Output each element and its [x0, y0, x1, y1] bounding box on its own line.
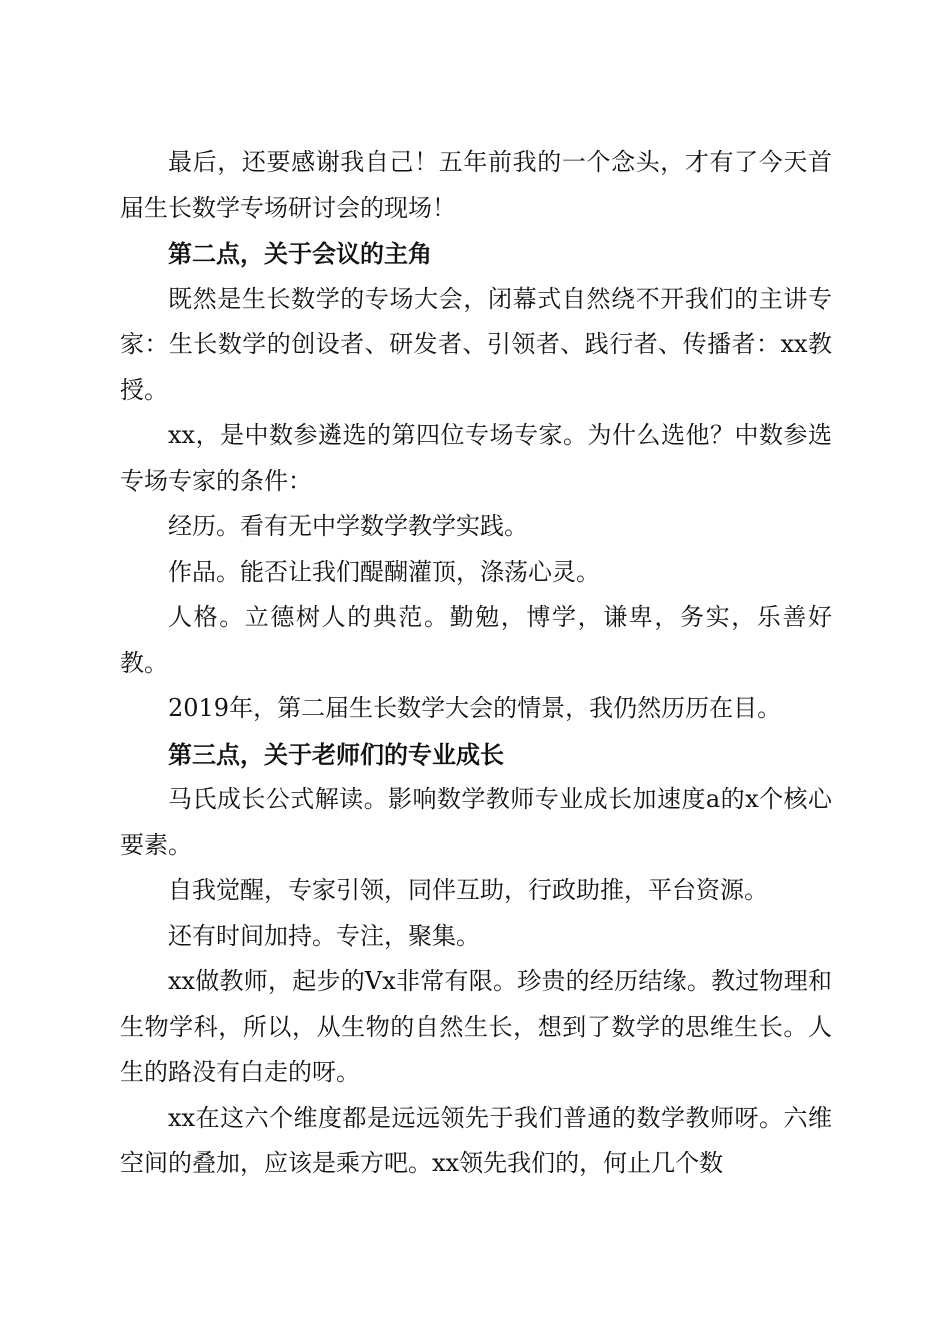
paragraph-teacher-story: xx做教师，起步的Vx非常有限。珍贵的经历结缘。教过物理和生物学科，所以，从生物的自然生长，想到了数学的思维生长。人生的路没有白走的呀。 [120, 967, 832, 1086]
section-heading-professional-growth: 第三点，关于老师们的专业成长 [168, 739, 504, 769]
paragraph-six-dimensions: xx在这六个维度都是远远领先于我们普通的数学教师呀。六维空间的叠加，应该是乘方吧。xx领先我们的，何止几个数 [120, 1103, 832, 1177]
paragraph-criteria-experience: 经历。看有无中学数学教学实践。 [168, 512, 528, 540]
paragraph-time-focus: 还有时间加持。专注，聚集。 [168, 921, 480, 950]
section-heading-meeting-protagonist: 第二点，关于会议的主角 [168, 239, 432, 268]
paragraph-expert-intro: 既然是生长数学的专场大会，闭幕式自然绕不开我们的主讲专家：生长数学的创设者、研发者、引领者、践行者、传播者：xx教授。 [120, 284, 832, 404]
paragraph-criteria-character: 人格。立德树人的典范。勤勉，博学，谦卑，务实，乐善好教。 [120, 603, 832, 677]
paragraph-growth-formula: 马氏成长公式解读。影响数学教师专业成长加速度a的x个核心要素。 [120, 785, 832, 859]
paragraph-2019-conference: 2019年，第二届生长数学大会的情景，我仍然历历在目。 [168, 694, 782, 722]
document-body [120, 140, 832, 1187]
paragraph-thanks-self: 最后，还要感谢我自己！五年前我的一个念头，才有了今天首届生长数学专场研讨会的现场！ [120, 148, 832, 222]
paragraph-selection-criteria: xx，是中数参遴选的第四位专场专家。为什么选他？中数参选专场专家的条件： [120, 421, 832, 495]
paragraph-criteria-works: 作品。能否让我们醍醐灌顶，涤荡心灵。 [168, 557, 600, 586]
paragraph-growth-factors: 自我觉醒，专家引领，同伴互助，行政助推，平台资源。 [168, 876, 768, 904]
